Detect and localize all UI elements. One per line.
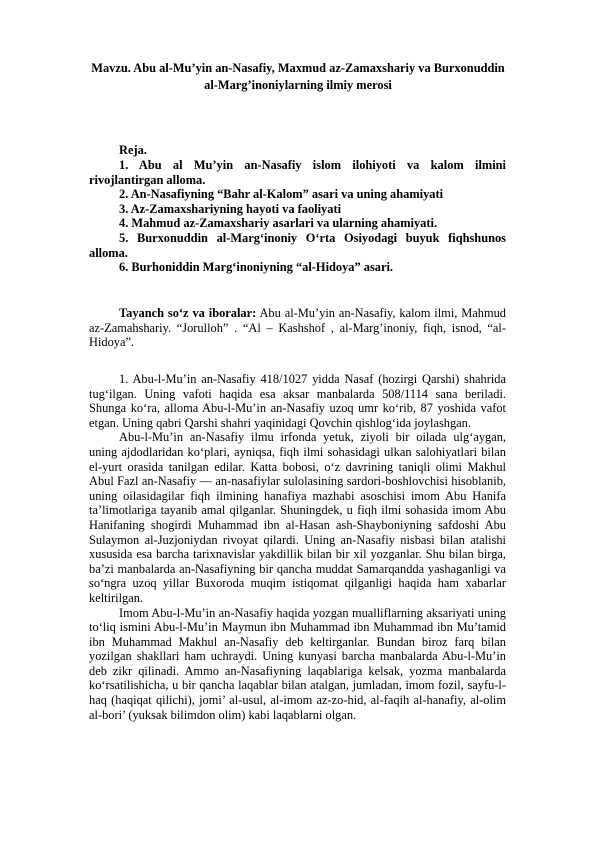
paragraph-2: Abu-l-Mu’in an-Nasafiy ilmu irfonda yetuk, ziyoli bir oilada ulg‘aygan, uning ajdodlaridan ko‘plari, ayniqsa, fiqh ilmi sohasidagi ulkan salohiyatlari bilan el-yurt orasida tanilgan edilar. Katta bobosi, o‘z davrining taniqli olimi Makhul Abul Fazl an-Nasafiy — an-nasafiylar sulolasining sardori-boshlovchisi hisoblanib, uning oilasidagilar fiqh ilmining hanafiya mazhabi asoschisi imom Abu Hanifa ta’limotlariga tayanib amal qilganlar. Shuningdek, u fiqh ilmi sohasida imom Abu Hanifaning shogirdi Muhammad ibn al-Hasan ash-Shayboniyning safdoshi Abu Sulaymon al-Juzjoniydan rivoyat qilardi. Uning an-Nasafiy nisbasi bilan atalishi xususida esa barcha tarixnavislar yakdillik bilan bir xil yozganlar. Shu bilan birga, ba’zi manbalarda an-Nasafiyning bir qancha muddat Samarqandda yashaganligi va so‘ngra uzoq yillar Buxoroda muqim istiqomat qilganligi haqida ham xabarlar keltirilgan. <box>89 430 506 605</box>
body-text <box>89 372 506 722</box>
plan-item-3: 3. Az-Zamaxshariyning hayoti va faoliyati <box>119 201 342 216</box>
plan-item-6: 6. Burhoniddin Marg‘inoniyning “al-Hidoya” asari. <box>119 260 394 275</box>
document-title: Mavzu. Abu al-Mu’yin an-Nasafiy, Maxmud az-Zamaxshariy va Burxonuddin al-Marg’inoniylarning ilmiy merosi <box>91 61 505 92</box>
plan-item-2: 2. An-Nasafiyning “Bahr al-Kalom” asari va uning ahamiyati <box>119 187 444 202</box>
paragraph-1: 1. Abu-l-Mu’in an-Nasafiy 418/1027 yidda Nasaf (hozirgi Qarshi) shahrida tug‘ilgan. Uning vafoti haqida esa aksar manbalarda 508/1114 sana beriladi. Shunga ko‘ra, alloma Abu-l-Mu’in an-Nasafiy uzoq umr ko‘rib, 87 yoshida vafot etgan. Uning qabri Qarshi shahri yaqinidagi Qovchin qishlog‘ida joylashgan. <box>89 372 506 430</box>
plan-item-5: 5. Burxonuddin al-Marg‘inoniy O‘rta Osiyodagi buyuk fiqhshunos alloma. <box>89 230 506 260</box>
plan-list <box>89 158 506 275</box>
plan-heading: Reja. <box>119 143 147 157</box>
keywords-text: Abu al-Mu’yin an-Nasafiy, kalom ilmi, Mahmud az-Zamahshariy. “Jorulloh” . “Al – Kashshof , al-Marg’inoniy, fiqh, isnod, “al-Hidoya”. <box>89 306 507 350</box>
plan-item-1: 1. Abu al Mu’yin an-Nasafiy islom ilohiyoti va kalom ilmini rivojlantirgan alloma. <box>89 158 506 187</box>
keywords-paragraph <box>89 306 506 350</box>
paragraph-3: Imom Abu-l-Mu’in an-Nasafiy haqida yozgan mualliflarning aksariyati uning to‘liq ismini Abu-l-Mu’in Maymun ibn Muhammad ibn Muhammad ibn Mu’tamid ibn Muhammad Makhul an-Nasafiy deb keltirganlar. Bundan biroz farq bilan yozilgan shakllari ham uchraydi. Uning kunyasi barcha manbalarda Abu-l-Mu’in deb zikr qilinadi. Ammo an-Nasafiyning laqablariga kelsak, yozma manbalarda ko‘rsatilishicha, u bir qancha laqablar bilan atalgan, jumladan, imom fozil, sayfu-l-haq (haqiqat qilichi), jomi’ al-usul, al-imom az-zo-hid, al-faqih al-hanafiy, al-olim al-bori’ (yuksak bilimdon olim) kabi laqablarni olgan. <box>89 605 506 722</box>
plan-item-4: 4. Mahmud az-Zamaxshariy asarlari va ularning ahamiyati. <box>119 216 438 231</box>
keywords-label: Tayanch so‘z va iboralar: <box>119 306 257 320</box>
